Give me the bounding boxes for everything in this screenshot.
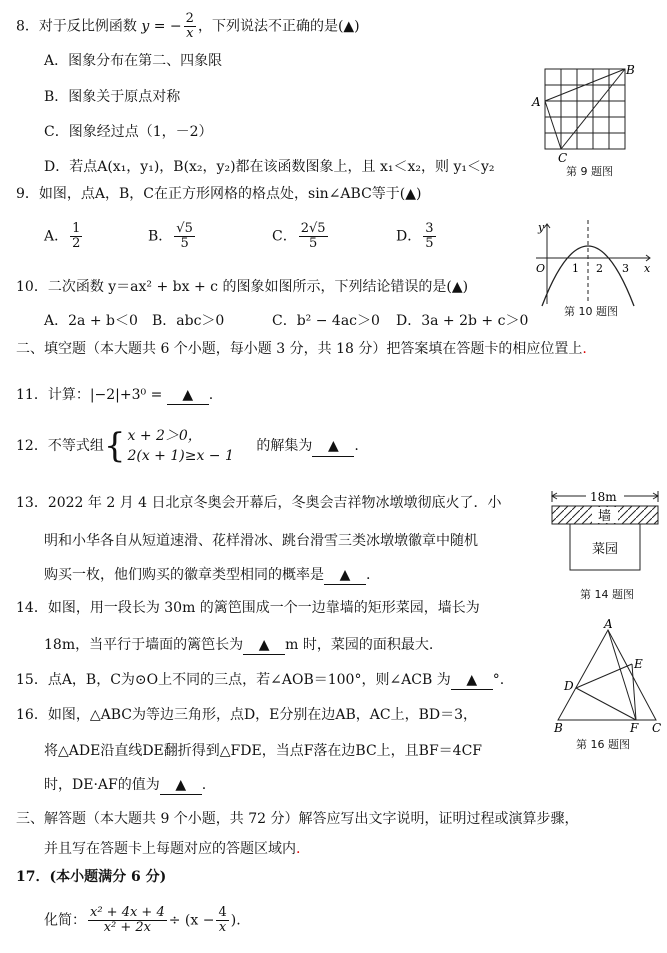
q16-point-f: F: [630, 721, 639, 735]
q10-option-d: D．3a + 2b + c＞0: [396, 313, 529, 329]
q14-line1: 14．如图，用一段长为 30m 的篱笆围成一个一边靠墙的矩形菜园，墙长为: [16, 600, 480, 616]
q9-grid-figure: [528, 60, 638, 164]
q10-axis-y: y: [538, 221, 545, 234]
q9-point-c: C: [558, 151, 568, 164]
q14-length-label: 18m: [590, 490, 617, 504]
q16-point-d: D: [564, 679, 574, 693]
q15-answer-blank: ▲: [451, 671, 493, 690]
q12-answer-blank: ▲: [312, 436, 354, 457]
q10-caption: 第 10 题图: [564, 305, 618, 318]
q8-option-b: B．图象关于原点对称: [44, 89, 181, 105]
q15: 15．点A，B，C为⊙O上不同的三点，若∠AOB＝100°，则∠ACB 为 ▲ °.: [16, 672, 505, 688]
q9-caption: 第 9 题图: [566, 165, 613, 178]
q13-line3: 购买一枚，他们购买的徽章类型相同的概率是 ▲ .: [44, 567, 371, 583]
q14-wall-label: 墙: [598, 509, 612, 524]
q14-garden-label: 菜园: [592, 542, 619, 557]
q9-stem: 9．如图，点A，B，C在正方形网格的格点处，sin∠ABC等于(▲): [16, 186, 422, 202]
q9-option-b: B． $\frac{√5}{5}$: [148, 221, 193, 251]
q14-garden-figure: [548, 486, 664, 586]
q16-point-b: B: [554, 721, 563, 735]
q11: 11．计算：|−2|+3⁰ = ▲ .: [16, 387, 214, 403]
q17-title: 17．(本小题满分 6 分): [16, 869, 167, 885]
q8-stem: 8．对于反比例函数 y = − $\frac{2}{x}$ ，下列说法不正确的是(▲): [16, 11, 360, 41]
q16-point-e: E: [634, 657, 643, 671]
section2-heading: 二、填空题（本大题共 6 个小题，每小题 3 分，共 18 分）把答案填在答题卡的相应位置上.: [16, 341, 587, 357]
q10-option-a: A．2a + b＜0: [44, 313, 138, 329]
q11-answer-blank: ▲: [167, 386, 209, 405]
section3-line1: 三、解答题（本大题共 9 个小题，共 72 分）解答应写出文字说明，证明过程或演算步骤，: [16, 811, 579, 827]
q12: 12．不等式组{ x + 2＞0， 2(x + 1)≥x − 1 的解集为 ▲ .: [16, 426, 359, 466]
q14-answer-blank: ▲: [243, 636, 285, 655]
q14-caption: 第 14 题图: [580, 588, 634, 601]
q13-line1: 13．2022 年 2 月 4 日北京冬奥会开幕后，冬奥会吉祥物冰墩墩彻底火了．小: [16, 495, 502, 511]
q10-tick-3: 3: [622, 262, 629, 275]
q10-axis-x: x: [644, 262, 651, 275]
q9-option-c: C． $\frac{2√5}{5}$: [272, 221, 326, 251]
q9-point-b: B: [626, 63, 635, 77]
q16-answer-blank: ▲: [160, 776, 202, 795]
q9-point-a: A: [532, 95, 541, 109]
q9-option-d: D． $\frac{3}{5}$: [396, 221, 434, 251]
q10-tick-2: 2: [596, 262, 603, 275]
q12-brace: {: [103, 426, 126, 466]
q10-stem: 10．二次函数 y＝ax² + bx + c 的图象如图所示，下列结论错误的是(▲): [16, 279, 469, 295]
q16-point-c: C: [652, 721, 662, 735]
q16-point-a: A: [604, 618, 613, 631]
q8-option-c: C．图象经过点（1，－2）: [44, 124, 213, 140]
q16-line2: 将△ADE沿直线DE翻折得到△FDE，当点F落在边BC上，且BF＝4CF: [44, 743, 482, 759]
q13-line2: 明和小华各自从短道速滑、花样滑冰、跳台滑雪三类冰墩墩徽章中随机: [44, 533, 478, 549]
q16-line3: 时，DE·AF的值为 ▲ .: [44, 777, 207, 793]
q10-parabola-figure: [532, 218, 656, 310]
q8-option-a: A．图象分布在第二、四象限: [44, 53, 223, 69]
q13-answer-blank: ▲: [324, 566, 366, 585]
q16-line1: 16．如图，△ABC为等边三角形，点D，E分别在边AB，AC上，BD＝3，: [16, 707, 478, 723]
q9-option-a: A． $\frac{1}{2}$: [44, 221, 81, 251]
q14-line2: 18m，当平行于墙面的篱笆长为 ▲ m 时，菜园的面积最大.: [44, 637, 434, 653]
q16-caption: 第 16 题图: [576, 738, 630, 751]
q10-option-c: C．b² − 4ac＞0: [272, 313, 380, 329]
q10-option-b: B．abc＞0: [152, 313, 225, 329]
q17-expression: 化简： $\frac{\text{x² + 4x + 4}}{\text{x² + 2x}}$ ÷ (x − $\frac{4}{x}$ ).: [44, 905, 241, 935]
q10-tick-1: 1: [572, 262, 579, 275]
q10-origin: O: [536, 262, 546, 275]
q16-triangle-figure: [552, 618, 666, 738]
q8-option-d: D．若点A(x₁，y₁)，B(x₂，y₂)都在该函数图象上，且 x₁＜x₂，则 y₁＜y₂: [44, 159, 495, 175]
section3-line2: 并且写在答题卡上每题对应的答题区域内.: [44, 841, 301, 857]
